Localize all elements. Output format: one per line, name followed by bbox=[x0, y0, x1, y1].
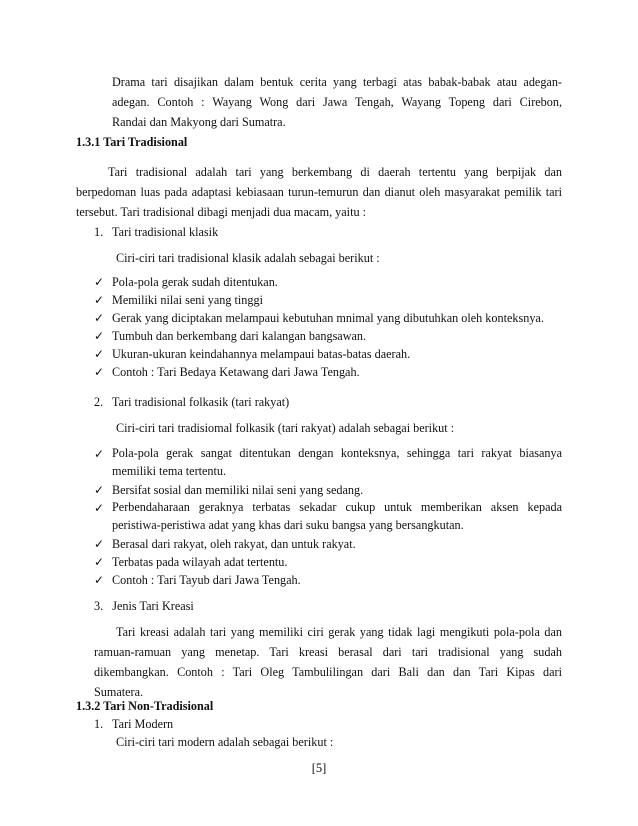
tradisional-paragraph bbox=[76, 162, 562, 222]
check-icon: ✓ bbox=[94, 555, 105, 569]
list-intro: Ciri-ciri tari modern adalah sebagai berikut : bbox=[116, 735, 334, 749]
checklist-item bbox=[112, 444, 562, 480]
checklist-item: Tumbuh dan berkembang dari kalangan bangsawan. bbox=[112, 329, 367, 343]
list-item-title: 1. Tari Modern bbox=[94, 717, 174, 731]
paragraph-line: berpedoman luas pada adaptasi kebiasaan turun-temurun dan dianut oleh masyarakat pemilik tari bbox=[76, 185, 562, 199]
intro-paragraph bbox=[112, 72, 562, 132]
intro-line: Drama tari disajikan dalam bentuk cerita yang terbagi atas babak-babak atau adegan- bbox=[112, 75, 562, 89]
check-icon: ✓ bbox=[94, 501, 105, 515]
section-heading-1-3-2: 1.3.2 Tari Non-Tradisional bbox=[76, 699, 214, 713]
kreasi-paragraph bbox=[94, 622, 562, 702]
list-intro: Ciri-ciri tari tradisiomal folkasik (tari rakyat) adalah sebagai berikut : bbox=[116, 421, 455, 435]
checklist-item: Gerak yang diciptakan melampaui kebutuhan mnimal yang dibutuhkan oleh konteksnya. bbox=[112, 311, 544, 325]
checklist-item-line: memiliki tema tertentu. bbox=[112, 464, 227, 478]
check-icon: ✓ bbox=[94, 447, 105, 461]
check-icon: ✓ bbox=[94, 311, 105, 325]
list-intro: Ciri-ciri tari tradisional klasik adalah sebagai berikut : bbox=[116, 251, 380, 265]
list-item-title: 1. Tari tradisional klasik bbox=[94, 225, 219, 239]
paragraph-line: Tari kreasi adalah tari yang memiliki ciri gerak yang tidak lagi mengikuti pola-pola dan bbox=[116, 625, 562, 639]
paragraph-line: tersebut. Tari tradisional dibagi menjadi dua macam, yaitu : bbox=[76, 205, 366, 219]
intro-line: adegan. Contoh : Wayang Wong dari Jawa Tengah, Wayang Topeng dari Cirebon, bbox=[112, 95, 562, 109]
check-icon: ✓ bbox=[94, 573, 105, 587]
checklist-item: Ukuran-ukuran keindahannya melampaui batas-batas daerah. bbox=[112, 347, 411, 361]
checklist-item: Berasal dari rakyat, oleh rakyat, dan untuk rakyat. bbox=[112, 537, 356, 551]
check-icon: ✓ bbox=[94, 329, 105, 343]
checklist-item: Pola-pola gerak sudah ditentukan. bbox=[112, 275, 278, 289]
checklist-item bbox=[112, 498, 562, 534]
check-icon: ✓ bbox=[94, 275, 105, 289]
paragraph-line: Tari tradisional adalah tari yang berkembang di daerah tertentu yang berpijak dan bbox=[108, 165, 562, 179]
check-icon: ✓ bbox=[94, 537, 105, 551]
check-icon: ✓ bbox=[94, 347, 105, 361]
checklist-item-line: peristiwa-peristiwa adat yang khas dari suku bangsa yang bersangkutan. bbox=[112, 518, 464, 532]
section-heading-1-3-1: 1.3.1 Tari Tradisional bbox=[76, 135, 188, 149]
checklist-item-line: Pola-pola gerak sangat ditentukan dengan konteksnya, sehingga tari rakyat biasanya bbox=[112, 446, 562, 460]
check-icon: ✓ bbox=[94, 365, 105, 379]
list-item-title: 2. Tari tradisional folkasik (tari rakyat) bbox=[94, 395, 290, 409]
list-item-title: 3. Jenis Tari Kreasi bbox=[94, 599, 194, 613]
paragraph-line: dikembangkan. Contoh : Tari Oleg Tambulilingan dari Bali dan dan Tari Kipas dari bbox=[94, 665, 562, 679]
checklist-item: Contoh : Tari Bedaya Ketawang dari Jawa Tengah. bbox=[112, 365, 360, 379]
check-icon: ✓ bbox=[94, 293, 105, 307]
checklist-item: Contoh : Tari Tayub dari Jawa Tengah. bbox=[112, 573, 301, 587]
page-number: [5] bbox=[311, 761, 327, 775]
checklist-item: Bersifat sosial dan memiliki nilai seni yang sedang. bbox=[112, 483, 364, 497]
checklist-item: Memiliki nilai seni yang tinggi bbox=[112, 293, 263, 307]
paragraph-line: ramuan-ramuan yang menetap. Tari kreasi berasal dari tari tradisional yang sudah bbox=[94, 645, 562, 659]
paragraph-line: Sumatera. bbox=[94, 685, 144, 699]
checklist-item: Terbatas pada wilayah adat tertentu. bbox=[112, 555, 288, 569]
checklist-item-line: Perbendaharaan geraknya terbatas sekadar cukup untuk memberikan aksen kepada bbox=[112, 500, 562, 514]
check-icon: ✓ bbox=[94, 483, 105, 497]
intro-line: Randai dan Makyong dari Sumatra. bbox=[112, 115, 286, 129]
